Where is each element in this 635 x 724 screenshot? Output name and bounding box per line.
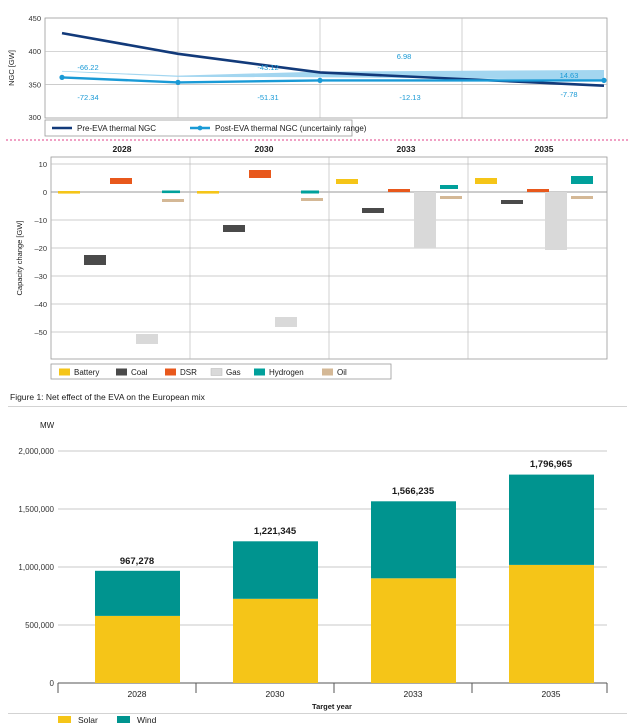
line-chart-legend xyxy=(45,120,367,136)
stacked-xaxis-title: Target year xyxy=(312,702,352,711)
line-ytick-450: 450 xyxy=(28,14,41,23)
figure-2-svg xyxy=(0,412,635,724)
legend-swatch-hydrogen-icon xyxy=(254,369,265,376)
legend-label-hydrogen: Hydrogen xyxy=(269,368,304,377)
line-ytick-400: 400 xyxy=(28,47,41,56)
legend-swatch-battery-icon xyxy=(59,369,70,376)
capacity-bar-oil-2030 xyxy=(301,198,323,201)
legend-label-solar: Solar xyxy=(78,715,98,724)
line-yaxis-title: NGC [GW] xyxy=(7,50,16,86)
capacity-change-panel xyxy=(15,144,607,359)
stacked-ytick-500000: 500,000 xyxy=(25,621,54,630)
legend-swatch-oil-icon xyxy=(322,369,333,376)
post-eva-marker xyxy=(601,78,606,83)
capacity-bar-dsr-2030 xyxy=(249,170,271,178)
capacity-xlabel-2028: 2028 xyxy=(112,144,132,154)
line-label-lower-2030: -51.31 xyxy=(257,93,279,102)
post-eva-marker xyxy=(175,80,180,85)
capacity-ytick--50: –50 xyxy=(34,328,47,337)
legend-label-dsr: DSR xyxy=(180,368,197,377)
legend-label-coal: Coal xyxy=(131,368,148,377)
capacity-xlabel-2035: 2035 xyxy=(534,144,554,154)
line-label-upper-2035: 14.63 xyxy=(559,71,579,80)
stacked-ytick-0: 0 xyxy=(49,679,54,688)
capacity-ytick--30: –30 xyxy=(34,272,47,281)
capacity-ytick-0: 0 xyxy=(42,188,47,197)
stacked-bar-solar-2035 xyxy=(509,565,594,683)
stacked-total-2028: 967,278 xyxy=(119,556,155,567)
legend-label-wind: Wind xyxy=(137,715,157,724)
line-label-upper-2030: -43.12 xyxy=(257,63,279,72)
capacity-bar-hydrogen-2028 xyxy=(162,191,180,194)
capacity-bar-hydrogen-2033 xyxy=(440,185,458,189)
stacked-xlabel-2028: 2028 xyxy=(127,689,147,699)
line-label-lower-2033: -12.13 xyxy=(399,93,421,102)
capacity-bar-dsr-2035 xyxy=(527,189,549,192)
line-label-upper-2033: 6.98 xyxy=(396,52,412,61)
line-label-upper-2028: -66.22 xyxy=(77,63,99,72)
capacity-bar-oil-2028 xyxy=(162,199,184,202)
stacked-total-2033: 1,566,235 xyxy=(391,486,435,497)
post-eva-marker xyxy=(59,75,64,80)
capacity-bar-oil-2033 xyxy=(440,196,462,199)
stacked-bar-solar-2028 xyxy=(95,616,180,683)
legend-label-battery: Battery xyxy=(74,368,100,377)
figure-1-caption: Figure 1: Net effect of the EVA on the European mix xyxy=(10,392,205,402)
capacity-bar-battery-2028 xyxy=(58,191,80,194)
stacked-total-2030: 1,221,345 xyxy=(253,526,297,537)
line-chart-panel xyxy=(7,14,607,122)
capacity-bar-hydrogen-2030 xyxy=(301,191,319,194)
stacked-ytick-1500000: 1,500,000 xyxy=(18,505,54,514)
legend-label-post-eva: Post-EVA thermal NGC (uncertainly range) xyxy=(215,124,367,133)
legend-label-oil: Oil xyxy=(337,368,347,377)
stacked-xlabel-2033: 2033 xyxy=(403,689,423,699)
line-label-lower-2028: -72.34 xyxy=(77,93,99,102)
post-eva-marker xyxy=(317,78,322,83)
legend-label-pre-eva: Pre-EVA thermal NGC xyxy=(77,124,156,133)
stacked-bar-wind-2028 xyxy=(95,571,180,616)
figure-2 xyxy=(0,412,635,724)
legend-swatch-wind-icon xyxy=(117,716,130,723)
stacked-bar-wind-2030 xyxy=(233,541,318,599)
capacity-xlabel-2033: 2033 xyxy=(396,144,416,154)
capacity-ytick--40: –40 xyxy=(34,300,47,309)
stacked-yaxis-title: MW xyxy=(40,421,55,430)
capacity-bar-dsr-2028 xyxy=(110,178,132,184)
stacked-ytick-2000000: 2,000,000 xyxy=(18,447,54,456)
bottom-divider xyxy=(8,713,627,714)
capacity-ytick--10: –10 xyxy=(34,216,47,225)
capacity-legend xyxy=(51,364,391,379)
legend-label-gas: Gas xyxy=(226,368,241,377)
capacity-bar-coal-2035 xyxy=(501,200,523,204)
legend-swatch-coal-icon xyxy=(116,369,127,376)
line-label-lower-2035: -7.78 xyxy=(560,90,578,99)
stacked-bar-wind-2033 xyxy=(371,501,456,578)
stacked-legend xyxy=(58,715,157,724)
capacity-bar-hydrogen-2035 xyxy=(571,176,593,184)
stacked-xlabel-2035: 2035 xyxy=(541,689,561,699)
stacked-bar-solar-2030 xyxy=(233,599,318,683)
capacity-bar-gas-2035 xyxy=(545,192,567,250)
line-ytick-350: 350 xyxy=(28,80,41,90)
figure-1 xyxy=(0,4,635,389)
capacity-bar-gas-2030 xyxy=(275,317,297,327)
line-ytick-300: 300 xyxy=(28,113,41,122)
caption-divider xyxy=(8,406,627,407)
capacity-xlabel-2030: 2030 xyxy=(254,144,274,154)
capacity-bar-battery-2033 xyxy=(336,179,358,184)
capacity-bar-coal-2033 xyxy=(362,208,384,213)
figure-1-svg xyxy=(0,4,635,389)
capacity-ytick--20: –20 xyxy=(34,244,47,253)
capacity-bar-battery-2035 xyxy=(475,178,497,184)
capacity-bar-coal-2030 xyxy=(223,225,245,232)
stacked-bar-solar-2033 xyxy=(371,578,456,683)
stacked-xlabel-2030: 2030 xyxy=(265,689,285,699)
stacked-bar-wind-2035 xyxy=(509,475,594,565)
legend-swatch-solar-icon xyxy=(58,716,71,723)
capacity-bar-gas-2028 xyxy=(136,334,158,344)
legend-swatch-dsr-icon xyxy=(165,369,176,376)
line-plot-frame xyxy=(45,18,607,118)
legend-marker-post-eva-icon xyxy=(198,126,203,131)
capacity-ytick-10: 10 xyxy=(38,160,47,169)
capacity-yaxis-title: Capacity change [GW] xyxy=(15,220,24,296)
stacked-total-2035: 1,796,965 xyxy=(529,459,573,470)
capacity-bar-battery-2030 xyxy=(197,191,219,194)
capacity-bar-dsr-2033 xyxy=(388,189,410,192)
capacity-bar-oil-2035 xyxy=(571,196,593,199)
legend-swatch-gas-icon xyxy=(211,369,222,376)
stacked-ytick-1000000: 1,000,000 xyxy=(18,563,54,572)
capacity-bar-gas-2033 xyxy=(414,192,436,248)
capacity-bar-coal-2028 xyxy=(84,255,106,265)
